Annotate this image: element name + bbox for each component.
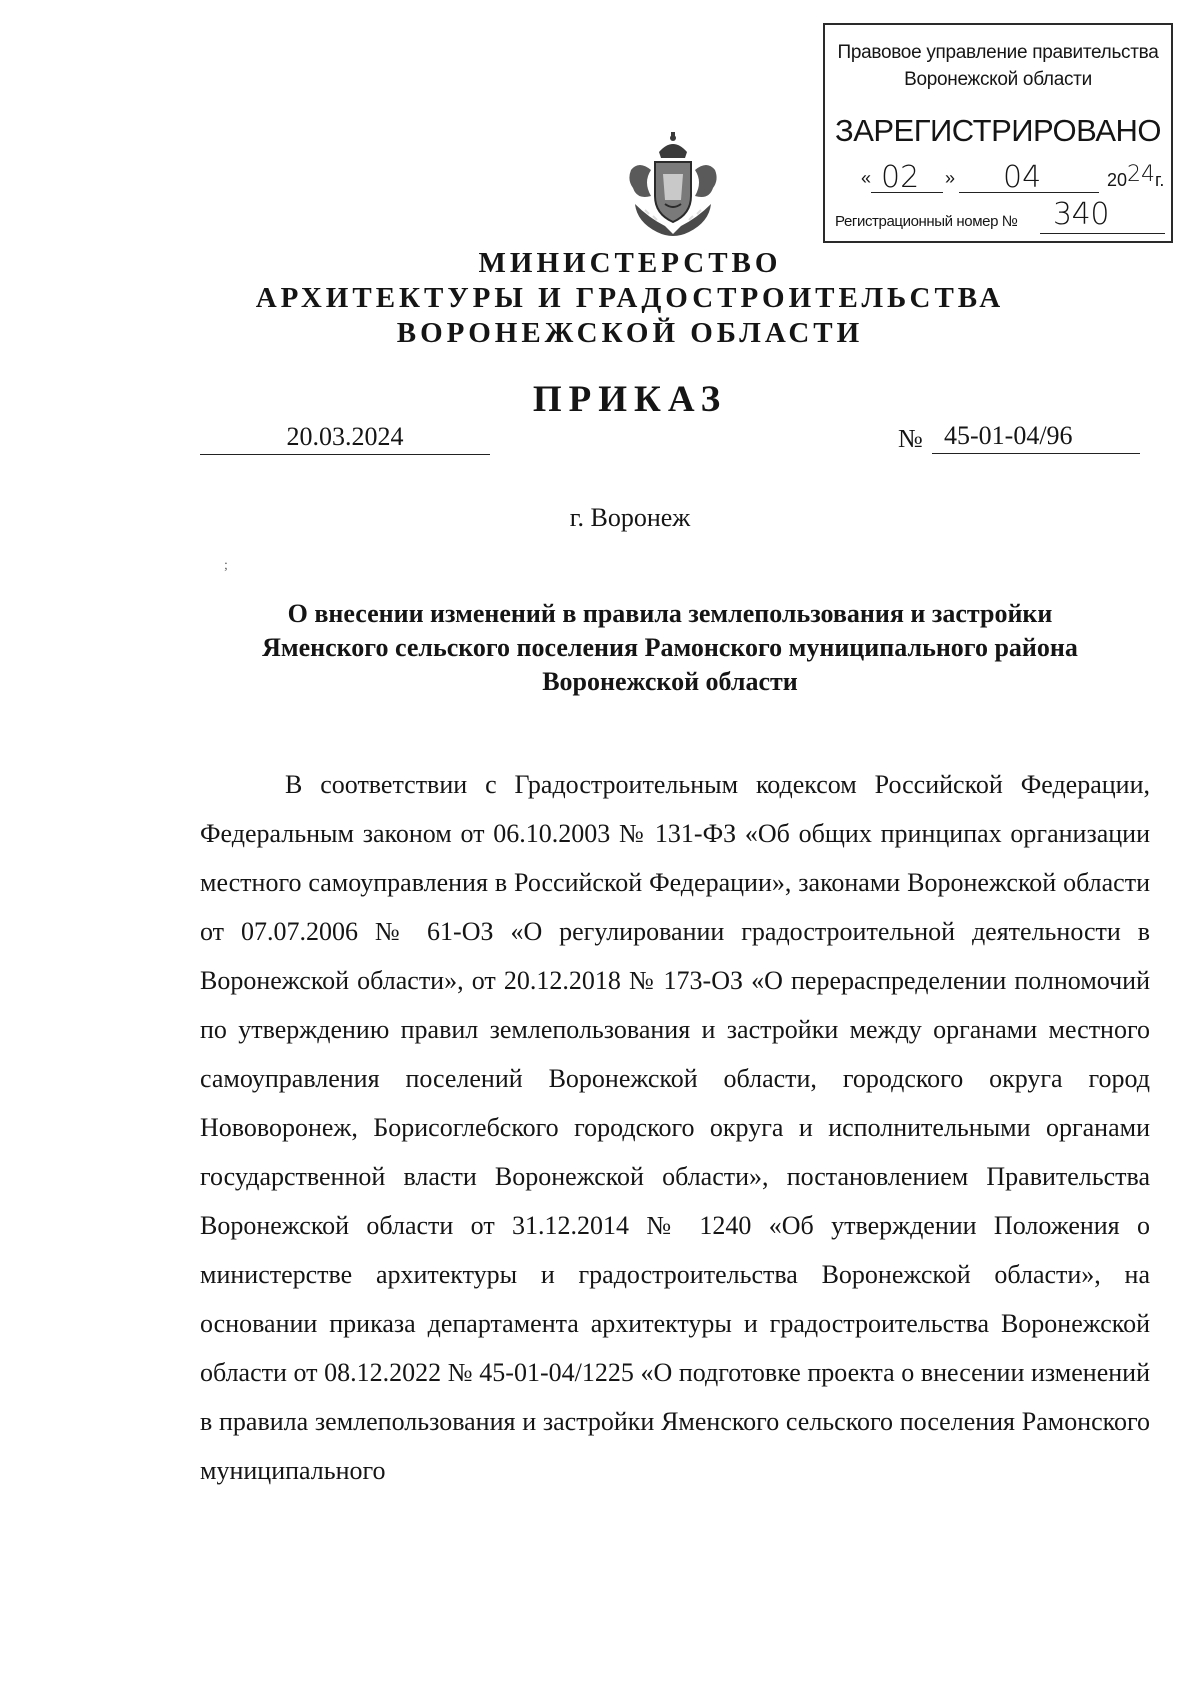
stamp-registered-label: ЗАРЕГИСТРИРОВАНО bbox=[834, 113, 1161, 148]
order-subject-line2: Яменского сельского поселения Рамонского муниципального района bbox=[262, 633, 1078, 662]
document-type-title: ПРИКАЗ bbox=[532, 379, 728, 420]
order-subject bbox=[200, 597, 1140, 699]
order-subject-line3: Воронежской области bbox=[542, 667, 798, 696]
stamp-close-quote: » bbox=[945, 168, 956, 188]
body-paragraph: В соответствии с Градостроительным кодексом Российской Федерации, Федеральным законом от 06.10.2003 № 131-ФЗ «Об общих принципах организации местного самоуправления в Российской Федерации», законами Воронежской области от 07.07.2006 № 61-ОЗ «О регулировании градостроительной деятельности в Воронежской области», от 20.12.2018 № 173-ОЗ «О перераспределении полномочий по утверждению правил землепользования и застройки между органами местного самоуправления поселений Воронежской области, городского округа город Нововоронеж, Борисоглебского городского округа и исполнительными органами государственной власти Воронежской области», постановлением Правительства Воронежской области от 31.12.2014 № 1240 «Об утверждении Положения о министерстве архитектуры и градостроительства Воронежской области», на основании приказа департамента архитектуры и градостроительства Воронежской области от 08.12.2022 № 45-01-04/1225 «О подготовке проекта о внесении изменений в правила землепользования и застройки Яменского сельского поселения Рамонского муниципального bbox=[200, 770, 1150, 1485]
ministry-name-line1: МИНИСТЕРСТВО bbox=[478, 247, 782, 279]
stamp-open-quote: « bbox=[861, 168, 872, 188]
order-date: 20.03.2024 bbox=[200, 420, 490, 455]
stamp-year-unit: г. bbox=[1155, 170, 1165, 190]
order-subject-line1: О внесении изменений в правила землепользования и застройки bbox=[287, 599, 1053, 628]
order-number-sign: № bbox=[898, 424, 923, 453]
stamp-year-suffix: 24 bbox=[1127, 162, 1155, 187]
stamp-date-row bbox=[861, 160, 1165, 200]
stamp-day: 02 bbox=[881, 160, 920, 195]
stamp-regnum-value: 340 bbox=[1053, 197, 1110, 232]
ministry-name-line2: АРХИТЕКТУРЫ И ГРАДОСТРОИТЕЛЬСТВА bbox=[255, 282, 1005, 314]
stamp-department bbox=[825, 39, 1171, 93]
stamp-department-line2: Воронежской области bbox=[904, 69, 1092, 90]
scan-stray-mark: ; bbox=[224, 558, 228, 573]
registration-stamp bbox=[823, 23, 1173, 243]
stamp-month: 04 bbox=[1003, 160, 1042, 195]
stamp-regnum-row bbox=[835, 197, 1170, 243]
stamp-department-line1: Правовое управление правительства bbox=[837, 42, 1159, 63]
stamp-regnum-label: Регистрационный номер № bbox=[835, 213, 1018, 230]
stamp-regnum-underline bbox=[1040, 233, 1165, 234]
issue-city: г. Воронеж bbox=[569, 503, 691, 532]
order-number: 45-01-04/96 bbox=[932, 418, 1140, 454]
coat-of-arms-emblem bbox=[625, 130, 721, 242]
ministry-name-line3: ВОРОНЕЖСКОЙ ОБЛАСТИ bbox=[396, 317, 864, 349]
stamp-year-prefix: 20 bbox=[1107, 170, 1128, 190]
